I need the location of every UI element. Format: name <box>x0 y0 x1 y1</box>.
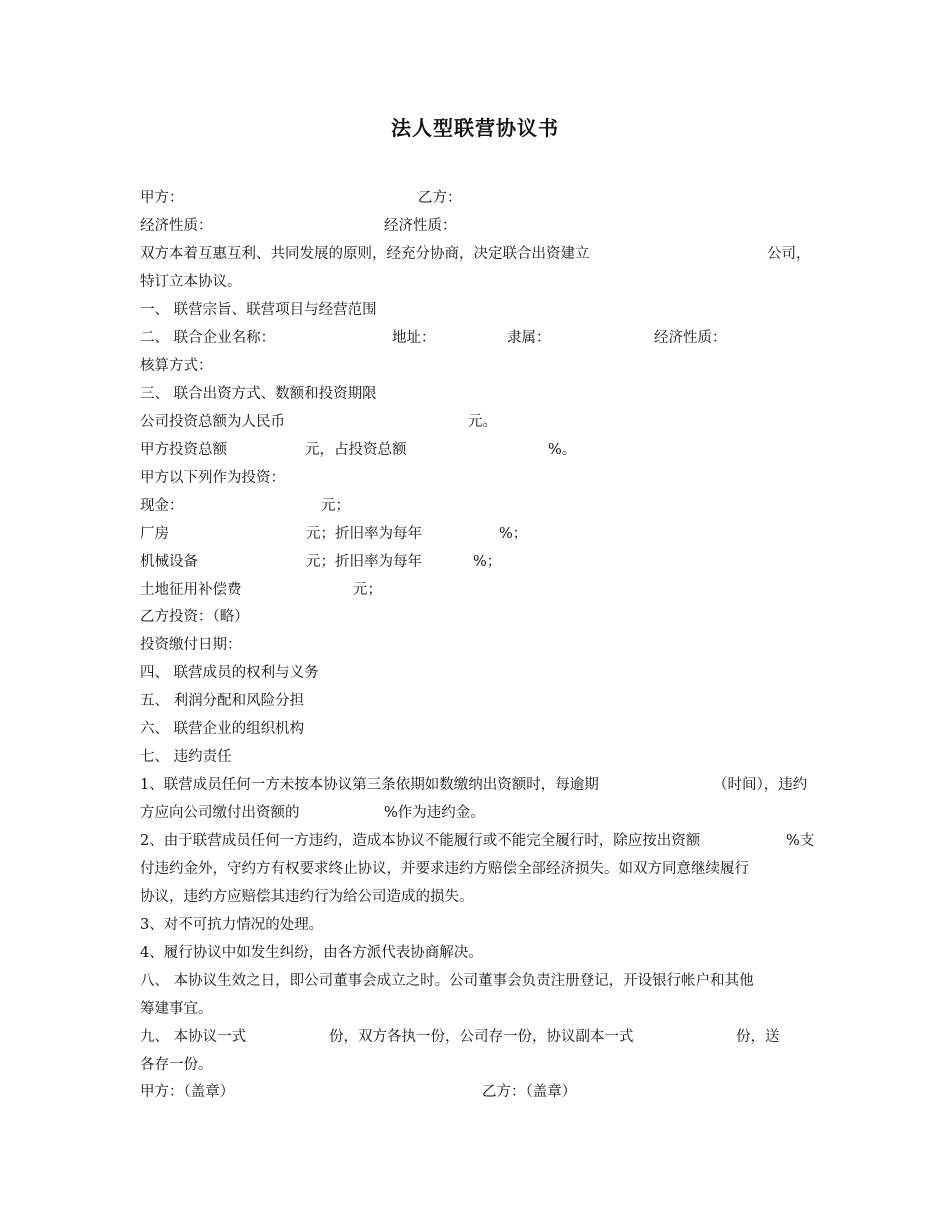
clause-2-line-1: 2、由于联营成员任何一方违约，造成本协议不能履行或不能完全履行时，除应按出资额 <box>140 833 701 849</box>
machinery-label: 机械设备 <box>140 554 198 570</box>
clause-3: 3、对不可抗力情况的处理。 <box>140 917 324 933</box>
party-b-investment: 乙方投资：（略） <box>140 609 249 625</box>
plant-pct: %； <box>499 526 528 542</box>
land-label: 土地征用补偿费 <box>140 582 242 598</box>
preamble-company: 公司， <box>767 246 811 262</box>
total-investment-label: 公司投资总额为人民币 <box>140 414 285 430</box>
party-a-label: 甲方： <box>140 190 184 206</box>
section-9-copies-label: 九、 本协议一式 <box>140 1029 247 1045</box>
plant-label: 厂房 <box>140 526 169 542</box>
machinery-pct: %； <box>473 554 502 570</box>
section-3-heading: 三、 联合出资方式、数额和投资期限 <box>140 386 377 402</box>
section-5-heading: 五、 利润分配和风险分担 <box>140 693 305 709</box>
clause-1-penalty: %作为违约金。 <box>384 805 485 821</box>
cash-label: 现金： <box>140 498 184 514</box>
section-8-line-2: 筹建事宜。 <box>140 1001 213 1017</box>
party-a-items-heading: 甲方以下列作为投资： <box>140 470 285 486</box>
section-2-address-label: 地址： <box>392 330 436 346</box>
section-8-line-1: 八、 本协议生效之日，即公司董事会成立之时。公司董事会负责注册登记，开设银行帐户和其他 <box>140 973 754 989</box>
section-4-heading: 四、 联营成员的权利与义务 <box>140 665 319 681</box>
section-7-heading: 七、 违约责任 <box>140 749 232 765</box>
section-2-affiliation-label: 隶属： <box>507 330 551 346</box>
party-b-label: 乙方： <box>418 190 462 206</box>
section-2-nature-label: 经济性质： <box>654 330 727 346</box>
preamble-line-1: 双方本着互惠互利、共同发展的原则，经充分协商，决定联合出资建立 <box>140 246 590 262</box>
party-a-investment-unit: 元，占投资总额 <box>305 442 407 458</box>
payment-date-label: 投资缴付日期： <box>140 637 242 653</box>
clause-2-pct: %支 <box>786 833 815 849</box>
section-6-heading: 六、 联营企业的组织机构 <box>140 721 305 737</box>
total-investment-unit: 元。 <box>468 414 497 430</box>
section-9-line-2: 各存一份。 <box>140 1057 213 1073</box>
party-a-seal: 甲方：（盖章） <box>140 1084 235 1100</box>
section-2-accounting-label: 核算方式： <box>140 358 213 374</box>
clause-1-line-2: 方应向公司缴付出资额的 <box>140 805 300 821</box>
clause-2-line-3: 协议，违约方应赔偿其违约行为给公司造成的损失。 <box>140 889 474 905</box>
machinery-unit: 元；折旧率为每年 <box>306 554 422 570</box>
party-a-investment-label: 甲方投资总额 <box>140 442 227 458</box>
section-9-send: 份，送 <box>736 1029 780 1045</box>
clause-1-time: （时间），违约 <box>713 777 808 793</box>
section-1-heading: 一、 联营宗旨、联营项目与经营范围 <box>140 302 377 318</box>
party-b-nature-label: 经济性质： <box>384 218 457 234</box>
cash-unit: 元； <box>321 498 350 514</box>
clause-1-line-1: 1、联营成员任何一方未按本协议第三条依期如数缴纳出资额时，每逾期 <box>140 777 599 793</box>
party-b-seal: 乙方：（盖章） <box>482 1084 577 1100</box>
section-9-distribution: 份，双方各执一份，公司存一份，协议副本一式 <box>329 1029 634 1045</box>
party-a-investment-pct: %。 <box>548 442 577 458</box>
clause-4: 4、履行协议中如发生纠纷，由各方派代表协商解决。 <box>140 945 483 961</box>
preamble-line-2: 特订立本协议。 <box>140 274 242 290</box>
land-unit: 元； <box>353 582 382 598</box>
clause-2-line-2: 付违约金外，守约方有权要求终止协议，并要求违约方赔偿全部经济损失。如双方同意继续履行 <box>140 861 749 877</box>
page-title: 法人型联营协议书 <box>391 116 559 140</box>
party-a-nature-label: 经济性质： <box>140 218 213 234</box>
plant-unit: 元；折旧率为每年 <box>306 526 422 542</box>
section-2-name-label: 二、 联合企业名称： <box>140 330 276 346</box>
